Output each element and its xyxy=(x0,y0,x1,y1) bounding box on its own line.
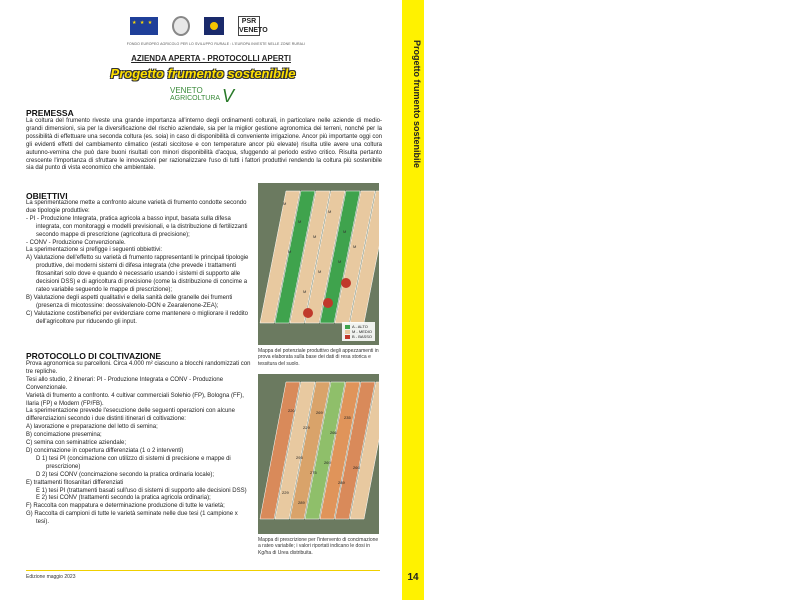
zone-label: M xyxy=(313,234,317,239)
page-title: Progetto frumento sostenibile xyxy=(110,66,296,81)
legend-label: M - MEDIO xyxy=(351,329,372,334)
section-heading-obiettivi: OBIETTIVI xyxy=(26,191,68,201)
dose-label: 220 xyxy=(288,408,295,413)
protocollo-step: C) semina con seminatrice aziendale; xyxy=(26,440,127,447)
zone-label: M xyxy=(343,229,347,234)
zone-label: M xyxy=(353,244,357,249)
veneto-v-mark-icon: V xyxy=(222,86,235,106)
veneto-region-logo xyxy=(204,17,224,35)
footer-divider xyxy=(26,570,380,571)
side-title: Progetto frumento sostenibile xyxy=(412,40,422,169)
page-number: 14 xyxy=(407,572,419,583)
obiettivi-text xyxy=(26,200,252,327)
protocollo-step: D 1) tesi PI (concimazione con utilizzo di sistemi di precisione e mappe di prescrizione) xyxy=(36,455,231,470)
dose-label: 269 xyxy=(324,460,331,465)
tipologia-item: - CONV - Produzione Convenzionale. xyxy=(26,239,126,246)
italian-republic-emblem xyxy=(172,16,190,36)
veneto-logo-line1: VENETO xyxy=(170,86,203,95)
protocollo-text xyxy=(26,361,252,527)
section-heading-premessa: PREMESSA xyxy=(26,108,74,118)
zone-label: M xyxy=(298,219,302,224)
dose-label: 295 xyxy=(296,455,303,460)
dose-label: 266 xyxy=(330,430,337,435)
tipologia-item: - PI - Produzione Integrata, pratica agricola a basso input, basata sulla difesa integrata, con monitoraggi e modelli previsionali, e la distribuzione di fertilizzanti secondo mappe di prescrizione (agricoltura di precisione); xyxy=(26,215,248,238)
obiettivo-item: C) Valutazione costi/benefici per evidenziare come mantenere o migliorare il reddito dell'agricoltore pur riducendo gli input. xyxy=(26,310,248,325)
dose-label: 269 xyxy=(316,410,323,415)
legend-label: B - BASSO xyxy=(351,334,372,339)
zone-label: M xyxy=(328,209,332,214)
psr-veneto-logo: PSR VENETO xyxy=(239,18,268,34)
logo-caption: FONDO EUROPEO AGRICOLO PER LO SVILUPPO RURALE : L'EUROPA INVESTE NELLE ZONE RURALI xyxy=(126,42,306,46)
zone-label: M xyxy=(338,259,342,264)
protocollo-step: D) concimazione in copertura differenziata (1 o 2 interventi) xyxy=(26,447,184,454)
protocollo-step: E) trattamenti fitosanitari differenziati xyxy=(26,479,124,486)
protocollo-step: A) lavorazione e preparazione del letto di semina; xyxy=(26,424,158,431)
legend-item-basso xyxy=(345,334,372,339)
legend-swatch xyxy=(345,335,350,339)
potential-map-image xyxy=(258,183,379,345)
low-potential-zone xyxy=(323,298,333,308)
dose-label: 235 xyxy=(344,415,351,420)
dose-label: 275 xyxy=(310,470,317,475)
zone-label: M xyxy=(288,249,292,254)
protocollo-step: B) concimazione presemina; xyxy=(26,432,102,439)
premessa-text: La coltura del frumento riveste una grande importanza all'interno degli ordinamenti colturali, in particolare nelle aziende di medio-grandi dimensioni, sia per la diversificazione del rischio aziendale, sia per la miglior gestione agronomica dei terreni, nonché per la possibilità di effettuare una seconda coltura (es. soia) in caso di disponibilità di conveniente irrigazione. Ancor più importante oggi con gli evidenti effetti del cambiamento climatico (estati siccitose e con temperature ancor più elevate) risulta utile avere una coltura autunno-vernina che può dare buoni risultati con minori disponibilità d'acqua, sfuggendo al periodo estivo critico. Risulta pertanto crescente l'importanza di sfruttare le innovazioni per razionalizzare l'uso di tutti i fattori produttivi rendendo la coltura più sostenibile sia dal punto di vista economico che ambientale. xyxy=(26,118,382,172)
dose-label: 266 xyxy=(353,465,360,470)
dose-label: 229 xyxy=(282,490,289,495)
low-potential-zone xyxy=(303,308,313,318)
protocollo-line: La sperimentazione prevede l'esecuzione delle seguenti operazioni con alcune differenziazioni secondo i due distinti itinerari di coltivazione: xyxy=(26,408,235,423)
obiettivo-item: B) Valutazione degli aspetti qualitativi e della sanità delle granelle dei frumenti (presenza di micotossine: deossivalenolo-DON e Zearalenone-ZEA); xyxy=(26,294,233,309)
veneto-agricoltura-logo xyxy=(170,86,240,106)
figure-potenziale-produttivo xyxy=(258,183,379,367)
figure-caption: Mappa del potenziale produttivo degli appezzamenti in prova elaborata sulla base dei dati di resa storica e tessitura del suolo. xyxy=(258,348,379,367)
protocollo-line: Prova agronomica su parcelloni. Circa 4.000 m² ciascuno a blocchi randomizzati con tre repliche. xyxy=(26,361,251,375)
protocollo-step: G) Raccolta di campioni di tutte le varietà seminate nelle due tesi (1 campione x tesi). xyxy=(26,511,238,526)
dose-label: 229 xyxy=(303,425,310,430)
section-heading-protocollo: PROTOCOLLO DI COLTIVAZIONE xyxy=(26,351,162,361)
protocollo-line: Varietà di frumento a confronto. 4 cultivar commerciali Solehio (FP), Bologna (FF), Ilaria (FP) e Modern (FP/FB). xyxy=(26,392,244,407)
dose-label: 289 xyxy=(338,480,345,485)
footer-edition: Edizione maggio 2023 xyxy=(26,574,76,580)
header-subtitle: AZIENDA APERTA - PROTOCOLLI APERTI xyxy=(131,54,291,63)
obiettivo-item: A) Valutazione dell'effetto su varietà di frumento rappresentanti le principali tipologie produttive, dei moderni sistemi di difesa integrata (che prevede i trattamenti fitosanitari solo dove e quando è necessario usando i sistemi di supporto alle decisioni DSS) e di agricoltura di precisione (come la distribuzione di concime a rateo variabile seguendo le mappe di prescrizione); xyxy=(26,255,249,293)
map-legend xyxy=(342,322,375,341)
protocollo-step: D 2) tesi CONV (concimazione secondo la pratica ordinaria locale); xyxy=(36,471,215,478)
protocollo-step: E 1) tesi PI (trattamenti basati sull'uso di sistemi di supporto alle decisioni DSS) xyxy=(36,487,247,494)
protocollo-step: E 2) tesi CONV (trattamenti secondo la pratica agricola ordinaria); xyxy=(36,495,211,502)
potential-map-svg xyxy=(258,183,379,345)
eu-flag-logo xyxy=(130,17,158,35)
prescription-map-svg xyxy=(258,374,379,534)
zone-label: M xyxy=(283,201,287,206)
logo-strip xyxy=(130,14,280,38)
obiettivi-intro: La sperimentazione mette a confronto alcune varietà di frumento condotte secondo due tipologie produttive: xyxy=(26,200,247,214)
obiettivi-list-intro: La sperimentazione si prefigge i seguenti obbiettivi: xyxy=(26,247,163,254)
legend-label: A - ALTO xyxy=(351,324,368,329)
protocollo-line: Tesi allo studio, 2 itinerari: PI - Produzione Integrata e CONV - Produzione Convenzionale. xyxy=(26,376,224,391)
zone-label: M xyxy=(318,269,322,274)
figure-prescrizione xyxy=(258,374,379,556)
dose-label: 289 xyxy=(298,500,305,505)
low-potential-zone xyxy=(341,278,351,288)
veneto-logo-line2: AGRICOLTURA xyxy=(170,95,221,102)
protocollo-step: F) Raccolta con mappatura e determinazione produzione di tutte le varietà; xyxy=(26,503,225,510)
prescription-map-image xyxy=(258,374,379,534)
figure-caption: Mappa di prescrizione per l'intervento di concimazione a rateo variabile; i valori riportati indicano le dosi in Kg/ha di Urea distribuita. xyxy=(258,537,379,556)
zone-label: M xyxy=(303,289,307,294)
protocollo-steps xyxy=(26,424,252,527)
